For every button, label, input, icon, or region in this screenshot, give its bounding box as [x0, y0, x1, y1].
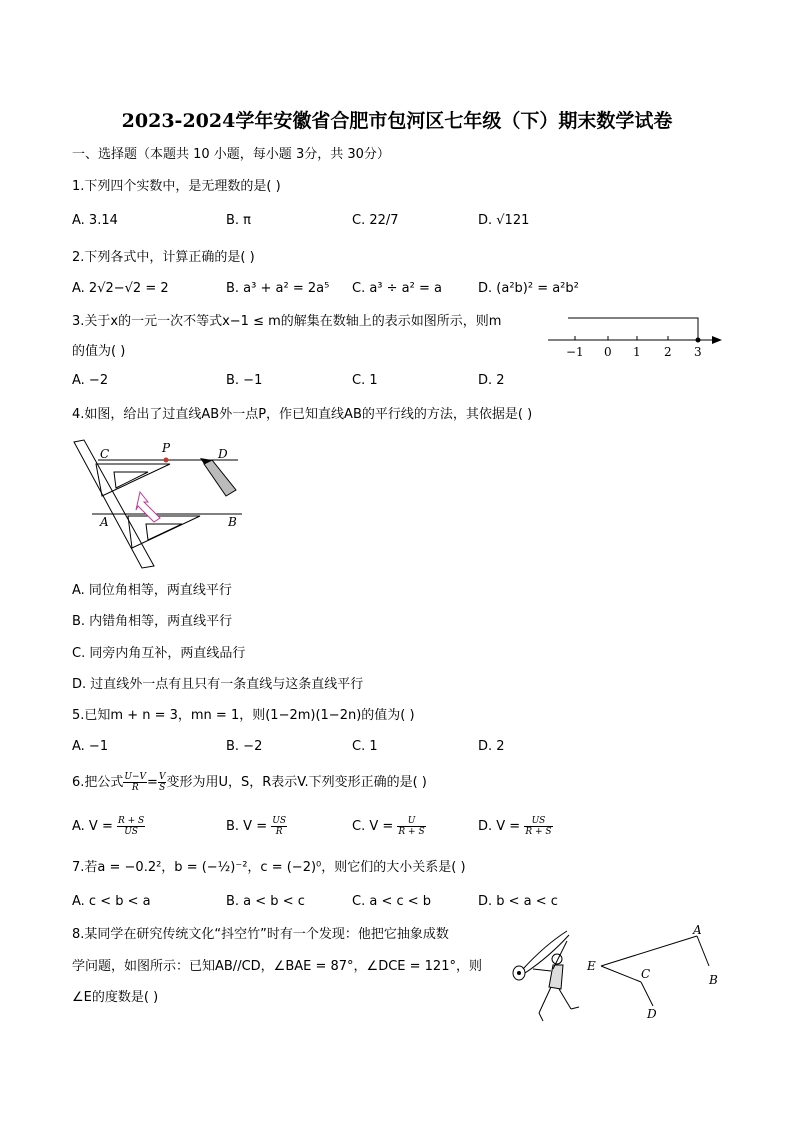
q2-option-b: B. a³ + a² = 2a⁵ [226, 281, 330, 296]
q7-option-c: C. a < c < b [352, 894, 432, 909]
q5-option-c: C. 1 [352, 739, 378, 754]
parallel-lines-figure [585, 922, 725, 1022]
label-b: B [228, 515, 237, 529]
axis-label-1: 1 [633, 345, 641, 359]
q4-option-b: B. 内错角相等，两直线平行 [72, 614, 233, 629]
q3-option-c: C. 1 [352, 373, 378, 388]
q7-option-b: B. a < b < c [226, 894, 305, 909]
q4-option-a: A. 同位角相等，两直线平行 [72, 583, 232, 598]
label-a: A [693, 923, 702, 937]
q7-stem: 7.若a = −0.2²，b = (−½)⁻²，c = (−2)⁰，则它们的大小关系是( ) [72, 860, 466, 875]
q1-stem: 1.下列四个实数中，是无理数的是( ) [72, 179, 281, 194]
q5-option-d: D. 2 [478, 739, 505, 754]
q8-stem-line3: ∠E的度数是( ) [72, 990, 159, 1005]
label-a: A [100, 515, 109, 529]
label-d: D [647, 1007, 657, 1021]
q1-option-c: C. 22/7 [352, 213, 399, 228]
label-p: P [162, 441, 171, 455]
section-heading: 一、选择题（本题共 10 小题，每小题 3分，共 30分） [72, 147, 390, 162]
q4-option-d: D. 过直线外一点有且只有一条直线与这条直线平行 [72, 677, 364, 692]
q3-stem-line1: 3.关于x的一元一次不等式x−1 ≤ m的解集在数轴上的表示如图所示，则m [72, 314, 502, 329]
axis-label-0: 0 [604, 345, 612, 359]
q7-option-d: D. b < a < c [478, 894, 558, 909]
q2-option-c: C. a³ ÷ a² = a [352, 281, 442, 296]
page-title: 2023-2024学年安徽省合肥市包河区七年级（下）期末数学试卷 [121, 110, 673, 132]
q6-option-d: D. V = $\frac{US}{R + S}$ [478, 816, 552, 837]
q3-option-b: B. −1 [226, 373, 263, 388]
set-square-figure [70, 436, 250, 570]
label-e: E [587, 959, 596, 973]
q6-option-b: B. V = $\frac{US}{R}$ [226, 816, 287, 837]
label-c: C [100, 447, 110, 461]
q1-option-a: A. 3.14 [72, 213, 118, 228]
q8-stem-line2: 学问题，如图所示：已知AB//CD，∠BAE = 87°，∠DCE = 121°，则 [72, 959, 482, 974]
q6-stem: 6.把公式 $\frac{U-V}{R}$ = $\frac{V}{S}$ 变形为用U，S，R表示V.下列变形正确的是( ) [72, 772, 427, 793]
q3-stem-line2: 的值为( ) [72, 344, 126, 359]
q4-stem: 4.如图，给出了过直线AB外一点P，作已知直线AB的平行线的方法，其依据是( ) [72, 407, 533, 422]
q5-stem: 5.已知m + n = 3，mn = 1，则(1−2m)(1−2n)的值为( ) [72, 708, 415, 723]
q1-option-b: B. π [226, 213, 252, 228]
q2-option-d: D. (a²b)² = a²b² [478, 281, 579, 296]
q6-formula-rhs: $\frac{V}{S}$ [158, 772, 166, 793]
q2-stem: 2.下列各式中，计算正确的是( ) [72, 250, 255, 265]
axis-label-neg1: −1 [566, 345, 584, 359]
axis-label-2: 2 [664, 345, 672, 359]
q3-option-d: D. 2 [478, 373, 505, 388]
q5-option-a: A. −1 [72, 739, 109, 754]
q2-option-a: A. 2√2−√2 = 2 [72, 281, 169, 296]
q6-stem-pre: 6.把公式 [72, 775, 124, 790]
q6-formula: $\frac{U-V}{R}$ [124, 772, 147, 793]
q6-option-c: C. V = $\frac{U}{R + S}$ [352, 816, 425, 837]
axis-label-3: 3 [694, 345, 702, 359]
q7-option-a: A. c < b < a [72, 894, 151, 909]
label-d: D [218, 447, 228, 461]
q8-stem-line1: 8.某同学在研究传统文化“抖空竹”时有一个发现：他把它抽象成数 [72, 927, 449, 942]
q6-option-a: A. V = $\frac{R + S}{US}$ [72, 816, 145, 837]
q6-stem-post: 变形为用U，S，R表示V.下列变形正确的是( ) [166, 775, 427, 790]
diabolo-player-illustration [505, 925, 585, 1029]
number-line-figure [540, 310, 730, 366]
q1-option-d: D. √121 [478, 213, 530, 228]
q5-option-b: B. −2 [226, 739, 263, 754]
q4-option-c: C. 同旁内角互补，两直线品行 [72, 646, 246, 661]
label-b: B [709, 973, 718, 987]
q3-option-a: A. −2 [72, 373, 109, 388]
label-c: C [641, 967, 651, 981]
